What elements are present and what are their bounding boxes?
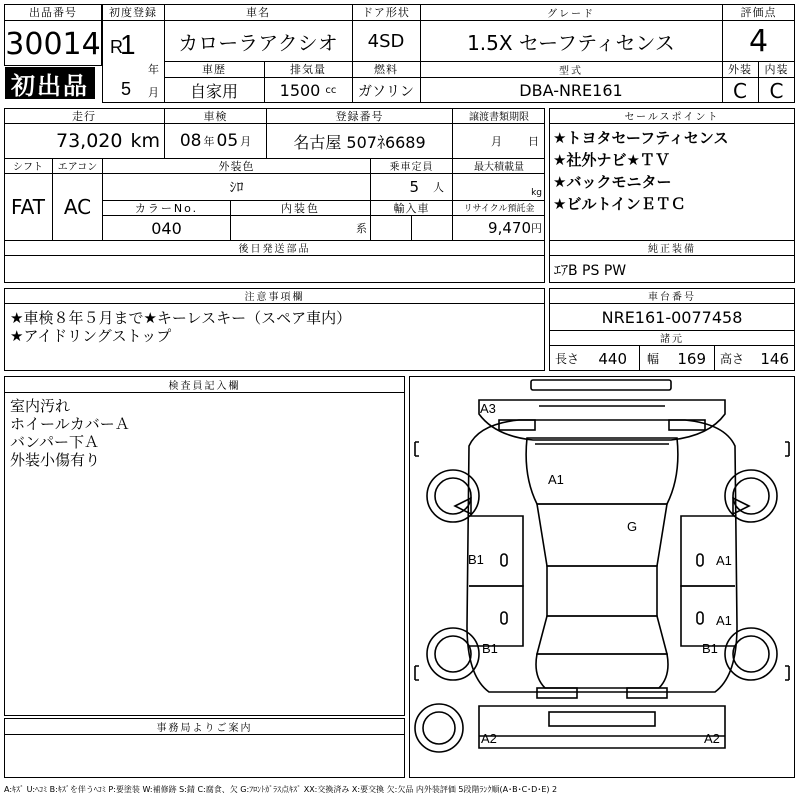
inspector-note: 室内汚れ: [10, 397, 71, 415]
car-name: カローラアクシオ: [178, 30, 338, 55]
shift-label: シフト: [4, 158, 52, 174]
score-label: 評価点: [722, 4, 795, 21]
lot-label: 出品番号: [4, 4, 102, 21]
color-no-label: カラーNo.: [102, 200, 230, 216]
displacement-label: 排気量: [264, 61, 352, 78]
recycle-unit: 円: [531, 222, 542, 235]
interior-color-unit: 系: [356, 222, 367, 235]
sales-points-label: セールスポイント: [549, 108, 795, 124]
score: 4: [748, 23, 769, 59]
inspection-month-unit: 月: [240, 135, 252, 148]
aircon: AC: [52, 174, 102, 240]
width-label: 幅: [647, 352, 660, 366]
mark-right-rear-fender: B1: [702, 641, 718, 656]
car-diagram: [409, 376, 795, 778]
registration-year-unit: 年: [148, 64, 159, 76]
displacement: [264, 78, 352, 103]
inspector-label: 検査員記入欄: [4, 376, 405, 393]
inspector-note: バンパー下Ａ: [10, 433, 99, 451]
inspection: [164, 124, 266, 158]
plate: 名古屋 507ﾈ6689: [266, 124, 452, 158]
height-value: 146: [760, 349, 789, 368]
model-label: 型式: [420, 61, 722, 78]
sales-points-list: [553, 127, 728, 215]
history: 自家用: [189, 82, 238, 101]
length-label: 長さ: [555, 352, 580, 366]
specs-width: [639, 346, 714, 371]
mark-front-bumper: A3: [480, 401, 496, 416]
cautions-text: [10, 309, 351, 345]
door-label: ドア形状: [352, 4, 420, 21]
mark-right-rear-door: A1: [716, 613, 732, 628]
capacity-label: 乗車定員: [370, 158, 452, 174]
registration-year: 1: [120, 29, 136, 60]
import-box: [370, 216, 452, 240]
specs-height: [714, 346, 795, 371]
capacity-unit: 人: [433, 181, 444, 194]
later-parts-label: 後日発送部品: [4, 240, 545, 256]
lot-number: 30014: [5, 26, 101, 62]
exterior-score-label: 外装: [722, 61, 758, 78]
interior-color-label: 内装色: [230, 200, 370, 216]
mark-rear-left: A2: [481, 731, 497, 746]
specs-length: [549, 346, 639, 371]
shift: FAT: [10, 195, 45, 219]
inspector-note: ホイールカバーＡ: [10, 415, 130, 433]
interior-score-label: 内装: [758, 61, 795, 78]
history-label: 車歴: [164, 61, 264, 78]
recycle-label: リサイクル預託金: [452, 200, 545, 216]
transfer-docs: [452, 124, 545, 158]
mark-windshield: G: [627, 519, 638, 534]
exterior-score: C: [733, 78, 747, 103]
door-type: 4SD: [367, 30, 405, 52]
interior-score: C: [769, 78, 784, 103]
max-load: [452, 174, 545, 200]
sales-point-item: ★ビルトインＥＴＣ: [553, 195, 686, 213]
interior-color: [230, 216, 370, 240]
mileage-unit: km: [130, 130, 160, 152]
model: DBA-NRE161: [519, 81, 623, 100]
transfer-docs-label: 譲渡書類期限: [452, 108, 545, 124]
exterior-color: ｼﾛ: [102, 174, 370, 200]
mileage: [4, 124, 164, 158]
registration-month-unit: 月: [148, 87, 159, 99]
sales-point-item: ★トヨタセーフティセンス: [553, 129, 729, 147]
first-listing-badge: 初出品: [5, 67, 95, 99]
mark-bonnet: A1: [548, 472, 564, 487]
sales-point-item: ★社外ナビ★ＴＶ: [553, 151, 670, 169]
inspection-year: 08: [179, 131, 202, 151]
max-load-label: 最大積載量: [452, 158, 545, 174]
mark-left-front-fender: B1: [468, 552, 484, 567]
chassis-label: 車台番号: [549, 288, 795, 304]
registration-month: 5: [121, 79, 132, 99]
max-load-unit: kg: [531, 188, 542, 198]
mileage-label: 走行: [4, 108, 164, 124]
exterior-color-label: 外装色: [102, 158, 370, 174]
aircon-label: エアコン: [52, 158, 102, 174]
inspection-label: 車検: [164, 108, 266, 124]
inspector-note: 外装小傷有り: [10, 451, 101, 469]
displacement-unit: cc: [325, 85, 337, 96]
grade: 1.5X セーフティセンス: [467, 30, 675, 55]
length-value: 440: [598, 349, 627, 368]
caution-line: ★車検８年５月まで★キーレスキー（スペア車内）: [10, 309, 352, 327]
office-label: 事務局よりご案内: [4, 718, 405, 735]
capacity: [370, 174, 452, 200]
plate-label: 登録番号: [266, 108, 452, 124]
import-label: 輸入車: [370, 200, 452, 216]
recycle-value: 9,470: [488, 219, 531, 237]
inspection-month: 05: [216, 131, 239, 151]
mark-right-front-door: A1: [716, 553, 732, 568]
displacement-value: 1500: [279, 81, 321, 100]
legend: A:ｷｽﾞ U:ﾍｺﾐ B:ｷｽﾞを伴うﾍｺﾐ P:要塗装 W:補修跡 S:錆 C:腐食、欠 G:ﾌﾛﾝﾄｶﾞﾗｽ点ｷｽﾞ XX:交換済み X:要交換 欠:欠品 内外装評価 5段階ﾗﾝｸ順(A･B･C･D･E) 2: [4, 784, 558, 794]
chassis-number: NRE161-0077458: [601, 307, 743, 327]
transfer-docs-day: 日: [528, 135, 539, 148]
color-no: 040: [102, 216, 230, 240]
width-value: 169: [677, 349, 706, 368]
mileage-value: 73,020: [56, 130, 123, 152]
specs-label: 諸元: [549, 330, 795, 346]
transfer-docs-month: 月: [491, 135, 502, 148]
capacity-value: 5: [409, 178, 419, 196]
cautions-label: 注意事項欄: [4, 288, 545, 304]
registration-era: R: [110, 37, 123, 57]
equipment-label: 純正装備: [549, 240, 795, 256]
mark-left-rear-fender: B1: [482, 641, 498, 656]
car-name-label: 車名: [164, 4, 352, 21]
recycle: [452, 216, 545, 240]
fuel: ガソリン: [358, 83, 414, 100]
mark-rear-right: A2: [704, 731, 720, 746]
height-label: 高さ: [720, 352, 745, 366]
inspector-notes: [10, 397, 130, 469]
fuel-label: 燃料: [352, 61, 420, 78]
sales-point-item: ★バックモニター: [553, 173, 672, 191]
equipment: ｴｱB PS PW: [554, 262, 627, 279]
grade-label: グレード: [420, 4, 722, 21]
inspection-year-unit: 年: [203, 135, 215, 148]
first-registration-label: 初度登録: [102, 4, 164, 21]
caution-line: ★アイドリングストップ: [10, 327, 172, 345]
